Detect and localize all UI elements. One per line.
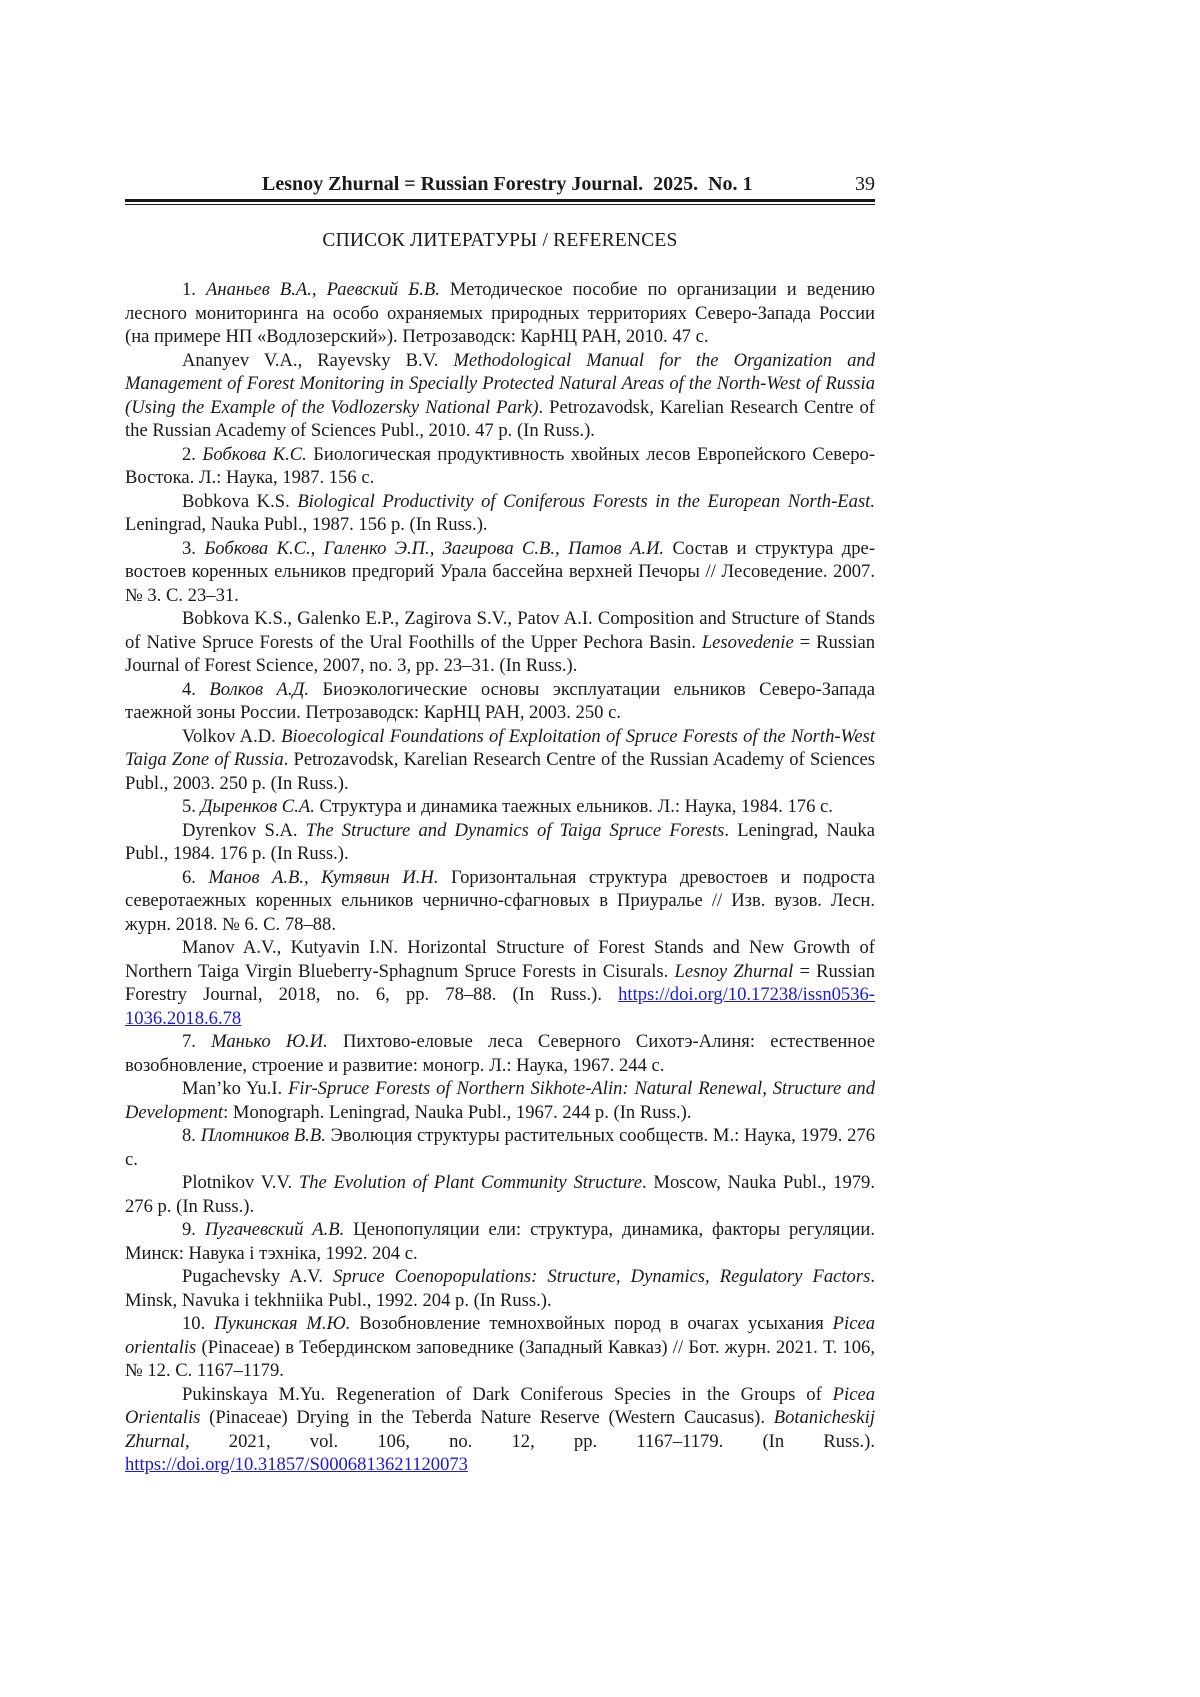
reference-authors: Дыренков С.А. (200, 796, 315, 817)
reference-entry: 2. Бобкова К.С. Биологическая продуктивность хвойных лесов Европейского Северо-Востока. Л.: Наука, 1987. 156 с. (125, 443, 876, 488)
reference-journal: Lesovedenie (701, 631, 794, 653)
reference-authors: Бобкова К.С. (202, 443, 307, 465)
running-header (125, 170, 875, 198)
reference-entry: Ananyev V.A., Rayevsky B.V. Methodological Manual for the Organization and Management of Forest Monitoring in Specially Protected Natural Areas of the North-West of Russia (Using the Example of the Vodlozersky National Park). Petrozavodsk, Karelian Research Centre of the Russian Academy of Sciences Publ., 2010. 47 p. (In Russ.). (125, 349, 875, 441)
species-name: Picea Orientalis (125, 1383, 875, 1428)
reference-entry: Dyrenkov S.A. The Structure and Dynamics of Taiga Spruce Forests. Leningrad, Nauka Publ., 1984. 176 p. (In Russ.). (125, 819, 875, 864)
reference-journal: Botanicheskij Zhurnal (125, 1407, 875, 1452)
reference-authors: Манов А.В., Кутявин И.Н. (208, 866, 439, 888)
reference-entry: 9. Пугачевский А.В. Ценопопуляции ели: структура, динамика, факторы регуляции. Минск: Навука і тэхніка, 1992. 204 с. (125, 1219, 876, 1264)
reference-title: The Evolution of Plant Community Structure (298, 1172, 642, 1193)
reference-entry: Bobkova K.S. Biological Productivity of Coniferous Forests in the European North-East. Leningrad, Nauka Publ., 1987. 156 p. (In Russ.). (125, 490, 875, 535)
page-number: 39 (855, 173, 875, 195)
section-title: СПИСОК ЛИТЕРАТУРЫ / REFERENCES (322, 230, 678, 251)
reference-authors: Плотников В.В. (200, 1125, 326, 1146)
reference-entry: 1. Ананьев В.А., Раевский Б.В. Методическое пособие по организации и ведению лесного мониторинга на особо охраняемых природных территориях Северо-Запада России (на примере НП «Водлозерский»). Петрозаводск: КарНЦ РАН, 2010. 47 с. (125, 279, 875, 347)
reference-authors: Ананьев В.А., Раевский Б.В. (205, 279, 440, 300)
species-name: Picea orientalis (125, 1313, 875, 1358)
header-rule-thin (125, 204, 875, 205)
reference-authors: Волков А.Д. (209, 678, 309, 700)
doi-link[interactable]: https://doi.org/10.31857/S0006813621120073 (125, 1454, 468, 1475)
reference-entry: 8. Плотников В.В. Эволюция структуры растительных сообществ. М.: Наука, 1979. 276 с. (125, 1125, 875, 1170)
journal-title: Lesnoy Zhurnal = Russian Forestry Journal. 2025. No. 1 (262, 173, 753, 195)
reference-entry: 5. Дыренков С.А. Структура и динамика таежных ельников. Л.: Наука, 1984. 176 с. (182, 796, 833, 817)
reference-entry: Plotnikov V.V. The Evolution of Plant Community Structure. Moscow, Nauka Publ., 1979. 276 p. (In Russ.). (125, 1172, 875, 1217)
reference-title: Biological Productivity of Coniferous Forests in the European North-East. (297, 490, 875, 512)
reference-title: Fir-Spruce Forests of Northern Sikhote-Alin: Natural Renewal, Structure and Development (125, 1078, 875, 1123)
doi-link[interactable]: https://doi.org/10.17238/issn0536-1036.2018.6.78 (125, 984, 875, 1029)
reference-authors: Манько Ю.И. (211, 1031, 328, 1052)
reference-entry: Pukinskaya M.Yu. Regeneration of Dark Coniferous Species in the Groups of Picea Orientalis (Pinaceae) Drying in the Teberda Nature Reserve (Western Caucasus). Botanicheskij Zhurnal, 2021, vol. 106, no. 12, pp. 1167–1179. (In Russ.). https://doi.org/10.31857/S0006813621120073 (125, 1383, 875, 1475)
reference-entry: 6. Манов А.В., Кутявин И.Н. Горизонтальная структура древостоев и подроста северотаежных коренных ельников чернично-сфагновых в Приуралье // Изв. вузов. Лесн. журн. 2018. № 6. С. 78–88. (125, 866, 875, 935)
reference-entry: 7. Манько Ю.И. Пихтово-еловые леса Северного Сихотэ-Алиня: естественное возобновление, строение и развитие: моногр. Л.: Наука, 1967. 244 с. (125, 1031, 875, 1076)
reference-title: Spruce Coenopopulations: Structure, Dynamics, Regulatory Factors (333, 1266, 871, 1287)
reference-list (125, 278, 875, 1477)
reference-entry: Pugachevsky A.V. Spruce Coenopopulations: Structure, Dynamics, Regulatory Factors. Minsk, Navuka i tekhniika Publ., 1992. 204 p. (In Russ.). (125, 1266, 875, 1311)
reference-title: Methodological Manual for the Organization and Management of Forest Monitoring in Specially Protected Natural Areas of the North-West of Russia (Using the Example of the Vodlozersky National Park) (125, 349, 875, 418)
reference-entry: 4. Волков А.Д. Биоэкологические основы эксплуатации ельников Северо-Запада таежной зоны России. Петрозаводск: КарНЦ РАН, 2003. 250 с. (125, 678, 875, 723)
document-page (125, 170, 875, 1477)
header-rule-thick (125, 199, 875, 202)
reference-entry: 3. Бобкова К.С., Галенко Э.П., Загирова С.В., Патов А.И. Состав и структура древостоев коренных ельников предгорий Урала бассейна верхней Печоры // Лесоведение. 2007. № 3. С. 23–31. (125, 537, 876, 606)
reference-journal: Lesnoy Zhurnal (674, 960, 794, 982)
reference-entry: Volkov A.D. Bioecological Foundations of Exploitation of Spruce Forests of the North-West Taiga Zone of Russia. Petrozavodsk, Karelian Research Centre of the Russian Academy of Sciences Publ., 2003. 250 p. (In Russ.). (125, 725, 875, 794)
reference-entry: Man’ko Yu.I. Fir-Spruce Forests of Northern Sikhote-Alin: Natural Renewal, Structure and Development: Monograph. Leningrad, Nauka Publ., 1967. 244 p. (In Russ.). (125, 1078, 875, 1123)
reference-authors: Бобкова К.С., Галенко Э.П., Загирова С.В., Патов А.И. (204, 537, 665, 559)
reference-authors: Пугачевский А.В. (204, 1219, 345, 1240)
reference-entry: Bobkova K.S., Galenko E.P., Zagirova S.V., Patov A.I. Composition and Structure of Stands of Native Spruce Forests of the Ural Foothills of the Upper Pechora Basin. Lesovedenie = Russian Journal of Forest Science, 2007, no. 3, pp. 23–31. (In Russ.). (125, 608, 876, 676)
reference-entry: 10. Пукинская М.Ю. Возобновление темнохвойных пород в очагах усыхания Picea orientalis (Pinaceae) в Тебердинском заповеднике (Западный Кавказ) // Бот. журн. 2021. Т. 106, № 12. С. 1167–1179. (125, 1313, 875, 1381)
reference-authors: Пукинская М.Ю. (214, 1313, 351, 1334)
reference-title: Bioecological Foundations of Exploitation of Spruce Forests of the North-West Taiga Zone of Russia (125, 725, 875, 770)
reference-title: The Structure and Dynamics of Taiga Spruce Forests (305, 819, 725, 841)
reference-entry: Manov A.V., Kutyavin I.N. Horizontal Structure of Forest Stands and New Growth of Northern Taiga Virgin Blueberry-Sphagnum Spruce Forests in Cisurals. Lesnoy Zhurnal = Russian Forestry Journal, 2018, no. 6, pp. 78–88. (In Russ.). https://doi.org/10.17238/issn0536-1036.2018.6.78 (125, 937, 876, 1029)
